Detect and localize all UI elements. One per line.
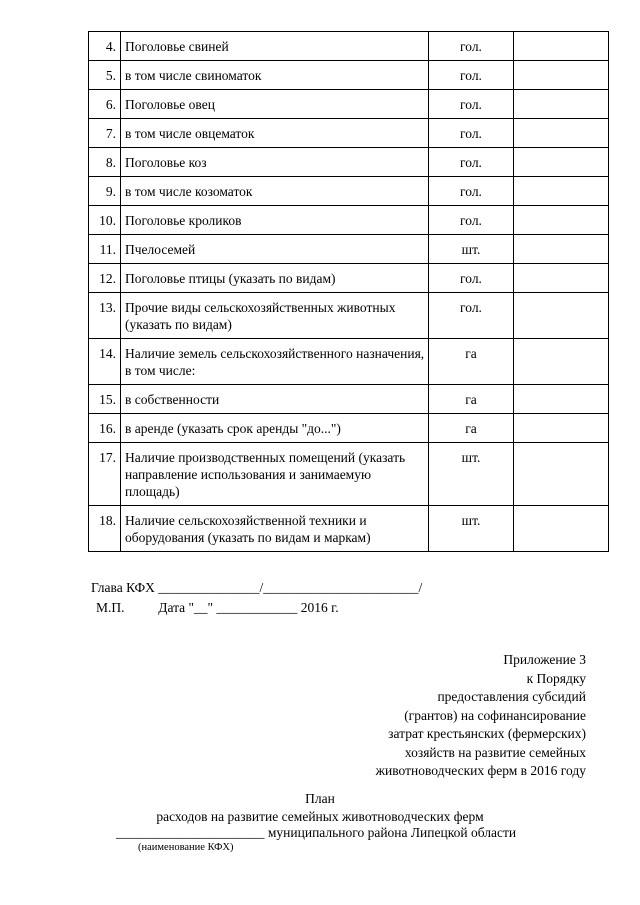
row-unit-text: га xyxy=(465,421,477,436)
row-indicator-name xyxy=(121,148,429,177)
signature-line: Глава КФХ _______________/_______________________/ xyxy=(91,580,423,595)
row-value-cell[interactable] xyxy=(514,414,609,443)
row-indicator-name-text: Пчелосемей xyxy=(125,242,196,257)
row-value-cell[interactable] xyxy=(514,293,609,339)
row-value-cell-text xyxy=(514,385,608,391)
row-unit-text: гол. xyxy=(460,300,482,315)
row-unit xyxy=(429,61,514,90)
row-value-cell-text xyxy=(514,443,608,449)
row-indicator-name-text: в собственности xyxy=(125,392,220,407)
row-unit xyxy=(429,148,514,177)
row-value-cell-text xyxy=(514,414,608,420)
row-unit xyxy=(429,32,514,61)
row-unit xyxy=(429,235,514,264)
row-value-cell-text xyxy=(514,506,608,512)
row-value-cell[interactable] xyxy=(514,264,609,293)
row-number xyxy=(89,119,121,148)
row-unit xyxy=(429,506,514,552)
row-number xyxy=(89,293,121,339)
row-unit xyxy=(429,293,514,339)
row-value-cell[interactable] xyxy=(514,385,609,414)
appendix-line: предоставления субсидий xyxy=(437,689,586,704)
row-indicator-name-text: Поголовье овец xyxy=(125,97,215,112)
row-number-text: 14. xyxy=(99,346,116,361)
table-row xyxy=(89,443,609,506)
row-indicator-name-text: Наличие производственных помещений (указать направление использования и занимаемую площадь) xyxy=(125,450,406,499)
row-indicator-name xyxy=(121,339,429,385)
table-row xyxy=(89,90,609,119)
row-indicator-name xyxy=(121,90,429,119)
row-value-cell-text xyxy=(514,32,608,38)
row-value-cell-text xyxy=(514,148,608,154)
row-unit-text: гол. xyxy=(460,126,482,141)
row-number-text: 12. xyxy=(99,271,116,286)
row-indicator-name xyxy=(121,264,429,293)
row-unit xyxy=(429,90,514,119)
row-indicator-name xyxy=(121,293,429,339)
table-row xyxy=(89,339,609,385)
row-number-text: 8. xyxy=(105,155,116,170)
row-indicator-name xyxy=(121,414,429,443)
row-indicator-name-text: в том числе овцематок xyxy=(125,126,255,141)
row-number xyxy=(89,385,121,414)
table-row xyxy=(89,414,609,443)
appendix-line: Приложение 3 xyxy=(503,652,586,667)
appendix-line: (грантов) на софинансирование xyxy=(404,707,586,723)
row-unit-text: га xyxy=(465,346,477,361)
row-value-cell[interactable] xyxy=(514,90,609,119)
row-number xyxy=(89,32,121,61)
row-number-text: 15. xyxy=(99,392,116,407)
row-indicator-name xyxy=(121,61,429,90)
plan-municipality-line: ______________________ муниципального района Липецкой области xyxy=(116,825,517,840)
row-number-text: 7. xyxy=(105,126,116,141)
row-indicator-name xyxy=(121,177,429,206)
row-number xyxy=(89,339,121,385)
row-indicator-name xyxy=(121,119,429,148)
row-value-cell-text xyxy=(514,235,608,241)
row-unit-text: га xyxy=(465,392,477,407)
row-indicator-name xyxy=(121,235,429,264)
row-number xyxy=(89,506,121,552)
row-unit-text: шт. xyxy=(461,513,481,528)
row-value-cell-text xyxy=(514,293,608,299)
row-value-cell[interactable] xyxy=(514,235,609,264)
row-unit xyxy=(429,206,514,235)
row-value-cell[interactable] xyxy=(514,119,609,148)
row-indicator-name-text: в аренде (указать срок аренды "до...") xyxy=(125,421,341,436)
row-unit xyxy=(429,339,514,385)
livestock-table xyxy=(88,31,609,552)
row-number-text: 18. xyxy=(99,513,116,528)
appendix-line: животноводческих ферм в 2016 году xyxy=(375,763,586,778)
appendix-line: хозяйств на развитие семейных xyxy=(404,744,586,760)
row-number-text: 9. xyxy=(105,184,116,199)
row-unit-text: шт. xyxy=(461,242,481,257)
row-unit xyxy=(429,385,514,414)
table-row xyxy=(89,119,609,148)
row-value-cell[interactable] xyxy=(514,32,609,61)
row-unit xyxy=(429,414,514,443)
row-unit-text: гол. xyxy=(460,68,482,83)
row-number xyxy=(89,264,121,293)
row-value-cell-text xyxy=(514,119,608,125)
row-value-cell[interactable] xyxy=(514,148,609,177)
row-unit-text: гол. xyxy=(460,39,482,54)
row-number xyxy=(89,61,121,90)
row-value-cell-text xyxy=(514,90,608,96)
row-value-cell[interactable] xyxy=(514,443,609,506)
row-number-text: 16. xyxy=(99,421,116,436)
row-value-cell[interactable] xyxy=(514,339,609,385)
row-indicator-name-text: Поголовье свиней xyxy=(125,39,229,54)
row-number xyxy=(89,148,121,177)
row-unit-text: гол. xyxy=(460,155,482,170)
table-row xyxy=(89,177,609,206)
plan-title: План xyxy=(305,791,335,806)
stamp-date-line: М.П. Дата "__" ____________ 2016 г. xyxy=(96,600,339,615)
row-indicator-name-text: в том числе свиноматок xyxy=(125,68,262,83)
row-value-cell[interactable] xyxy=(514,177,609,206)
row-indicator-name xyxy=(121,506,429,552)
row-unit-text: гол. xyxy=(460,271,482,286)
row-indicator-name-text: Наличие сельскохозяйственной техники и оборудования (указать по видам и маркам) xyxy=(125,513,371,545)
row-number-text: 11. xyxy=(99,242,116,257)
row-unit-text: шт. xyxy=(461,450,481,465)
row-unit xyxy=(429,443,514,506)
row-unit xyxy=(429,264,514,293)
row-value-cell-text xyxy=(514,61,608,67)
row-indicator-name xyxy=(121,32,429,61)
appendix-line: затрат крестьянских (фермерских) xyxy=(388,726,586,741)
row-unit xyxy=(429,119,514,148)
table-row xyxy=(89,61,609,90)
row-number xyxy=(89,206,121,235)
table-row xyxy=(89,235,609,264)
row-number xyxy=(89,414,121,443)
plan-caption: (наименование КФХ) xyxy=(138,842,234,853)
row-value-cell-text xyxy=(514,339,608,345)
row-number xyxy=(89,177,121,206)
row-indicator-name-text: Поголовье коз xyxy=(125,155,207,170)
row-number-text: 5. xyxy=(105,68,116,83)
row-unit-text: гол. xyxy=(460,213,482,228)
row-value-cell-text xyxy=(514,177,608,183)
row-value-cell-text xyxy=(514,206,608,212)
row-unit xyxy=(429,177,514,206)
row-value-cell[interactable] xyxy=(514,206,609,235)
table-row xyxy=(89,293,609,339)
row-value-cell[interactable] xyxy=(514,61,609,90)
row-unit-text: гол. xyxy=(460,184,482,199)
row-value-cell[interactable] xyxy=(514,506,609,552)
row-value-cell-text xyxy=(514,264,608,270)
table-row xyxy=(89,506,609,552)
row-number xyxy=(89,443,121,506)
row-number xyxy=(89,235,121,264)
row-number-text: 4. xyxy=(105,39,116,54)
table-row xyxy=(89,385,609,414)
row-indicator-name xyxy=(121,443,429,506)
row-number-text: 6. xyxy=(105,97,116,112)
row-indicator-name-text: Поголовье кроликов xyxy=(125,213,242,228)
row-indicator-name-text: Прочие виды сельскохозяйственных животных (указать по видам) xyxy=(125,300,396,332)
row-unit-text: гол. xyxy=(460,97,482,112)
table-row xyxy=(89,264,609,293)
row-indicator-name-text: в том числе козоматок xyxy=(125,184,253,199)
row-number-text: 13. xyxy=(99,300,116,315)
row-indicator-name-text: Поголовье птицы (указать по видам) xyxy=(125,271,336,286)
row-number-text: 10. xyxy=(99,213,116,228)
row-number xyxy=(89,90,121,119)
table-row xyxy=(89,206,609,235)
appendix-header xyxy=(376,651,586,781)
plan-subtitle: расходов на развитие семейных животноводческих ферм xyxy=(156,809,484,824)
table-row xyxy=(89,148,609,177)
table-row xyxy=(89,32,609,61)
row-number-text: 17. xyxy=(99,450,116,465)
row-indicator-name xyxy=(121,385,429,414)
appendix-line: к Порядку xyxy=(526,670,586,686)
row-indicator-name-text: Наличие земель сельскохозяйственного назначения, в том числе: xyxy=(125,346,425,378)
row-indicator-name xyxy=(121,206,429,235)
